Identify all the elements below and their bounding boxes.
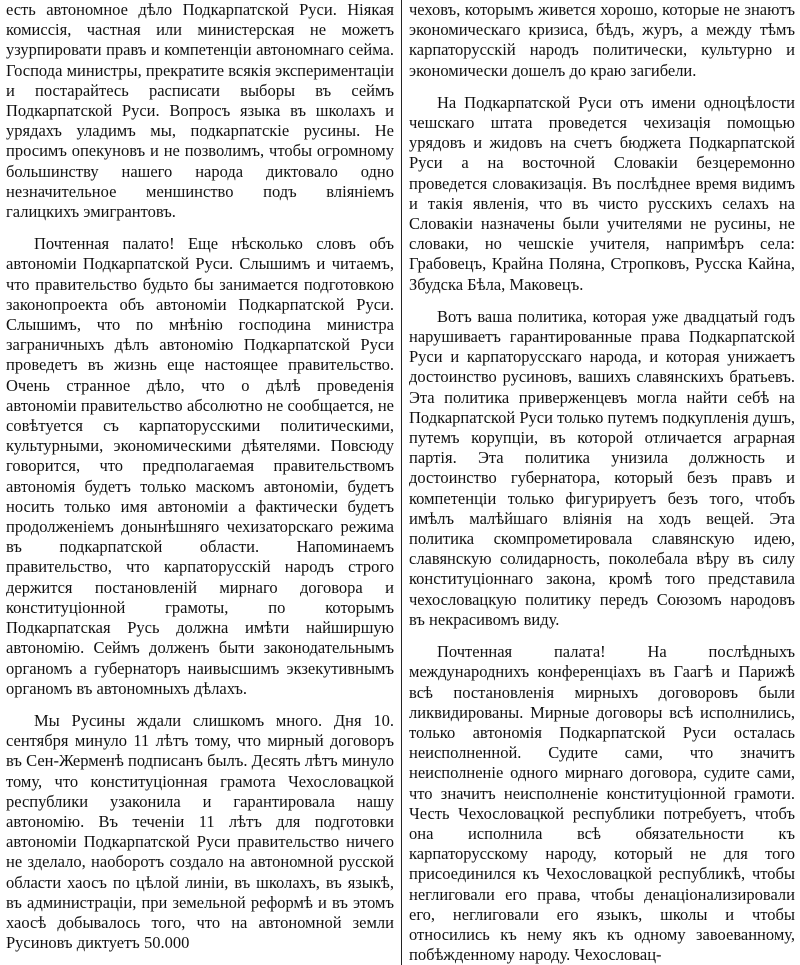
paragraph-autonomy-matters: есть автономное дѣло Подкарпатской Руси. Ніякая комиссія, частная или министерская не можетъ узурпировати правъ и компетенціи автономнаго сейма. Господа министры, прекратите всякія экспериментаціи и постарайтесь расписати выборы въ сеймъ Подкарпатской Руси. Вопросъ языка въ школахъ и урядахъ уладимъ мы, подкарпатскіе русины. Не просимъ опекуновъ и не позволимъ, чтобы огромному большинству нашего народа диктовало одно незначительное меншинство подъ вліяніемъ галицкихъ эмигрантовъ. — [6, 0, 394, 222]
paragraph-czechs-continuation: чеховъ, которымъ живется хорошо, которые не знаютъ экономическаго кризиса, бѣдъ, журъ, а между тѣмъ карпаторусскій народъ политически, культурно и экономически дошелъ до краю загибели. — [409, 0, 795, 80]
paragraph-rusins-waited: Мы Русины ждали слишкомъ много. Дня 10. сентября минуло 11 лѣтъ тому, что мирный договоръ въ Сен-Жерменѣ подписанъ былъ. Десять лѣтъ минуло тому, что конституціонная грамота Чехословацкой республики узаконила и гарантировала нашу автономію. Въ теченіи 11 лѣтъ для подготовки автономіи Подкарпатской Руси правительство ничего не зделало, наоборотъ создало на автономной русской области хаосъ по цѣлой линіи, въ школахъ, въ языкѣ, въ администраціи, при земельной реформѣ и въ этомъ хаосѣ добывалось того, что на автономной земли Русиновъ диктуетъ 50.000 — [6, 710, 394, 953]
right-column — [409, 0, 795, 965]
left-column — [6, 0, 394, 953]
paragraph-czechization: На Подкарпатской Руси отъ имени одноцѣлости чешскаго штата проведется чехизація помощью урядовъ и жидовъ на счетъ бюджета Подкарпатской Руси а на восточной Словакіи безцеремонно проведется словакизація. Въ послѣднее время видимъ и такія явленія, что въ чисто русскихъ селахъ на Словакіи назначены были учителями не русины, не словаки, но чешскіе учителя, напримѣръ села: Грабовецъ, Крайна Поляна, Стропковъ, Русска Кайна, Збудска Бѣла, Маковецъ. — [409, 92, 795, 294]
paragraph-autonomy-law: Почтенная палато! Еще нѣсколько словъ объ автономіи Подкарпатской Руси. Слышимъ и читаемъ, что правительство будьто бы занимается подготовкою законопроекта объ автономіи Подкарпатской Руси. Слышимъ, что по мнѣнію господина министра заграничныхъ дѣлъ автономію Подкарпатской Руси проведетъ въ жизнь еще настоящее правительство. Очень странное дѣло, что о дѣлѣ проведенія автономіи правительство абсолютно не сообщается, не совѣтуется съ карпаторусскими политическими, культурными, экономическими дѣятелями. Повсюду говорится, что предполагаемая правительствомъ автономія будетъ только маскомъ автономіи, будетъ носить только имя автономіи а фактически будетъ продолженіемъ донынѣшняго чехизаторскаго режима въ подкарпатской области. Напоминаемъ правительство, что карпаторусскій народъ строго держится постановленій мирнаго договора и конституціонной грамоты, по которымъ Подкарпатская Русь должна имѣти найширшую автономію. Сеймъ долженъ быти законодательнымъ органомъ а губернаторъ наивысшимъ экзекутивнымъ органомъ въ автономныхъ дѣлахъ. — [6, 234, 394, 698]
column-divider — [401, 0, 402, 965]
paragraph-your-policy: Вотъ ваша политика, которая уже двадцатый годъ нарушиваетъ гарантированные права Подкарпатской Руси и карпаторусскаго народа, и которая унижаетъ достоинство русиновъ, вашихъ славянскихъ братьевъ. Эта политика приверженцевъ могла найти себѣ на Подкарпатской Руси только путемъ подкупленія душъ, путемъ корупціи, въ которой отличается аграрная партія. Эта политика унизила должность и достоинство губернатора, который безъ правъ и компетенціи только фигурируетъ безъ того, чтобъ имѣлъ малѣйшаго вліянія на ходъ вещей. Эта политика скомпрометировала славянскую идею, славянскую солидарность, поколебала вѣру въ силу конституціоннаго закона, кромѣ того представила чехословацкую политику передъ Союзомъ народовъ въ некрасивомъ виду. — [409, 306, 795, 629]
paragraph-international-conferences: Почтенная палата! На послѣдныхъ международнихъ конференціахъ въ Гаагѣ и Парижѣ всѣ постановленія мирныхъ договоровъ были ликвидированы. Мирные договоры всѣ исполнились, только автономія Подкарпатской Руси осталась неисполненной. Судите сами, что значитъ неисполненіе одного мирнаго договора, судите сами, что значитъ неисполненіе конституціонной грамоти. Честь Чехословацкой республики потребуетъ, чтобъ она исполнила всѣ обязательности къ карпаторусскому народу, который не для того присоединился къ Чехословацкой республикѣ, чтобы неглиговали его права, чтобы денаціонализировали его, неглиговали его языкъ, школы и чтобы относились къ нему якъ къ одному завоеванному, побѣжденному народу. Чехословац- — [409, 642, 795, 965]
